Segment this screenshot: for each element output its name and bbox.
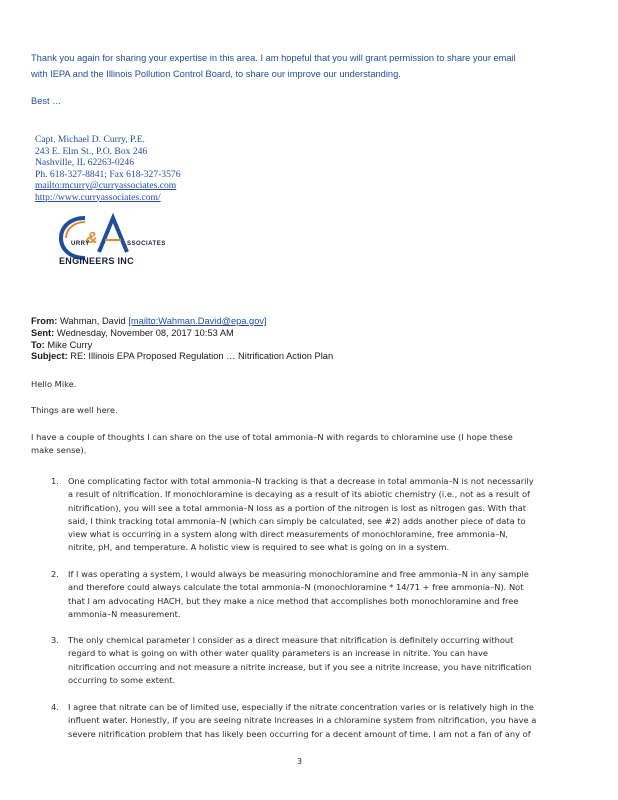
logo-ssociates: SSOCIATES — [127, 241, 166, 247]
closing-signoff: Best … — [31, 96, 62, 106]
header-to-value: Mike Curry — [47, 339, 93, 350]
email-header — [31, 316, 591, 363]
header-sent — [31, 328, 591, 340]
logo-graphic — [55, 212, 145, 262]
header-from-label: From: — [31, 316, 58, 326]
message-line-1: Things are well here. — [31, 405, 118, 415]
header-sent-label: Sent: — [31, 327, 55, 338]
list-item-line: influent water. Honestly, if you are seeing nitrate increases in a chloramine system from nitrification, you have a — [68, 715, 537, 726]
list-item-line: regard to what is going on with other water quality parameters is an increase in nitrite. You can have — [68, 648, 488, 659]
list-item-line: said, I think tracking total ammonia–N (which can simply be calculated, see #2) adds another piece of data to — [68, 515, 526, 526]
list-item-text — [68, 475, 571, 555]
list-item-line: a result of nitrification. If monochloramine is decaying as a result of its abiotic chemistry (i.e., not as a result of — [68, 489, 530, 500]
signature-address-1: 243 E. Elm St., P.O. Box 246 — [35, 145, 148, 157]
list-item-number: 2. — [51, 569, 59, 579]
list-item-line: nitrification), you will see a total ammonia–N loss as a portion of the nitrogen is lost as nitrogen gas. With that — [68, 502, 527, 513]
header-to — [31, 340, 591, 352]
list-item-line: The only chemical parameter I consider as a direct measure that nitrification is definitely occurring without — [68, 635, 514, 645]
list-item-line: and therefore could always calculate the total ammonia–N (monochloramine * 14/71 + free ammonia–N). Not — [68, 582, 524, 593]
header-from-name: Wahman, David — [59, 316, 126, 326]
header-subject — [31, 351, 591, 363]
list-item-line: occurring to some extent. — [68, 674, 176, 685]
list-item-line: nitrification occurring and not measure a nitrite increase, but if you see a nitrite increase, you have nitrification — [68, 661, 532, 672]
list-item-number: 1. — [51, 476, 59, 486]
list-item-text — [68, 701, 571, 741]
list-item-line: view what is occurring in a system along with direct measurements of monochloramine, free ammonia–N, — [68, 529, 509, 540]
header-subject-value: RE: Illinois EPA Proposed Regulation … Nitrification Action Plan — [70, 351, 334, 362]
closing-paragraph — [31, 50, 591, 82]
closing-line-2: with IEPA and the Illinois Pollution Control Board, to share our improve our understanding. — [31, 69, 401, 79]
list-item-line: One complicating factor with total ammonia–N tracking is that a decrease in total ammonia–N is not necessarily — [68, 476, 534, 486]
list-item-line: If I was operating a system, I would always be measuring monochloramine and free ammonia–N in any sample — [68, 569, 529, 579]
signature-name: Capt. Michael D. Curry, P.E. — [35, 134, 145, 145]
header-sent-value: Wednesday, November 08, 2017 10:53 AM — [56, 327, 234, 338]
header-from — [31, 316, 591, 328]
company-logo — [55, 212, 215, 270]
list-item-number: 4. — [51, 702, 59, 712]
list-item-line: that I am advocating HACH, but they make a nice method that accomplishes both monochloramine and free — [68, 595, 519, 606]
list-item-text — [68, 568, 571, 621]
signature-email-link[interactable]: mailto:mcurry@curryassociates.com — [35, 180, 177, 191]
header-subject-label: Subject: — [31, 351, 68, 362]
list-item-number: 3. — [51, 635, 59, 645]
signature-website-link[interactable]: http://www.curryassociates.com/ — [35, 191, 161, 203]
closing-line-1: Thank you again for sharing your expertise in this area. I am hopeful that you will grant permission to share your email — [31, 53, 516, 63]
list-item-text — [68, 634, 571, 687]
header-from-link[interactable]: [mailto:Wahman.David@epa.gov] — [128, 316, 267, 326]
list-item-line: nitrite, pH, and temperature. A holistic view is required to see what is going on in a system. — [68, 542, 450, 553]
logo-c-swoosh — [61, 218, 85, 258]
message-intro-a: I have a couple of thoughts I can share on the use of total ammonia–N with regards to chloramine use (I hope these — [31, 432, 513, 442]
logo-amp: & — [86, 230, 98, 247]
signature-phone: Ph. 618-327-8841; Fax 618-327-3576 — [35, 168, 181, 180]
signature-block — [35, 134, 335, 203]
logo-a-shape — [99, 218, 127, 252]
list-item-line: severe nitrification problem that has likely been occurring for a decent amount of time. I am not a fan of any of — [68, 728, 531, 739]
signature-address-2: Nashville, IL 62263-0246 — [35, 157, 135, 168]
page-number: 3 — [297, 757, 303, 766]
list-item-line: ammonia–N measurement. — [68, 608, 181, 619]
message-intro-b: make sense). — [31, 445, 87, 456]
header-to-label: To: — [31, 339, 45, 350]
logo-urry: URRY — [71, 241, 90, 247]
list-item-line: I agree that nitrate can be of limited use, especially if the nitrate concentration varies or is relatively high in the — [68, 702, 534, 712]
message-greeting: Hello Mike. — [31, 379, 77, 389]
message-intro — [31, 431, 601, 458]
logo-engineers: ENGINEERS INC — [59, 256, 134, 266]
